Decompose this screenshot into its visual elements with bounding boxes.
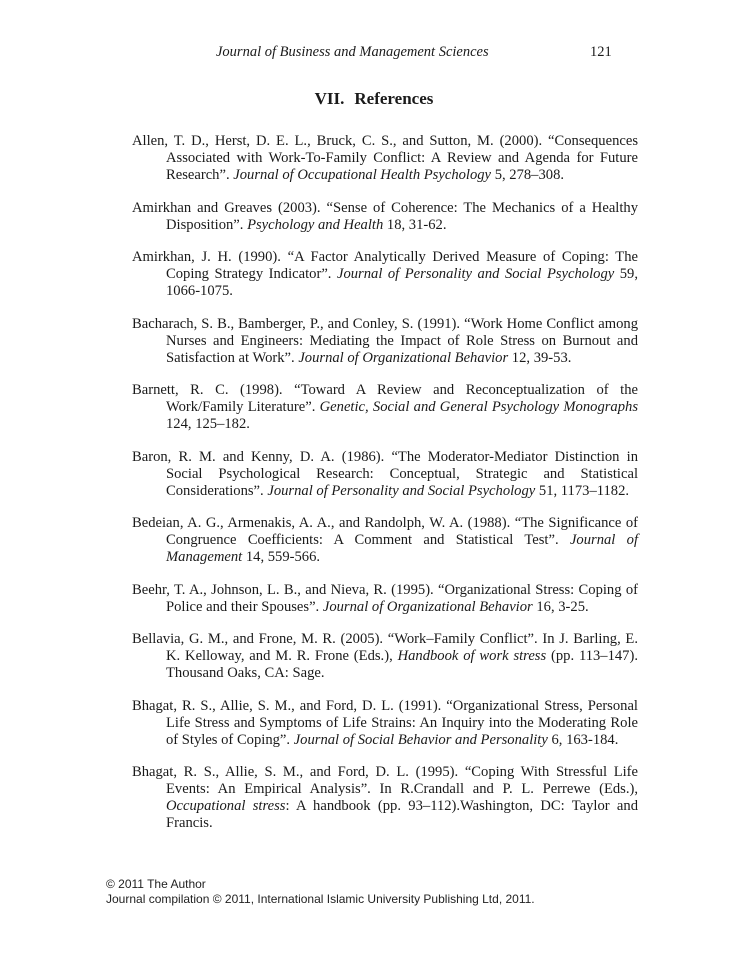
section-title: References [354,89,434,108]
reference-entry: Amirkhan and Greaves (2003). “Sense of Coherence: The Mechanics of a Healthy Disposition”. Psychology and Health 18, 31-62. [132,199,638,233]
copyright-footer [106,877,535,907]
reference-entry: Bhagat, R. S., Allie, S. M., and Ford, D. L. (1991). “Organizational Stress, Personal Life Stress and Symptoms of Life Strains: An Inquiry into the Moderating Role of Styles of Coping”. Journal of Social Behavior and Personality 6, 163-184. [132,697,638,748]
reference-source: Journal of Occupational Health Psychology [233,167,492,183]
reference-source: Journal of Personality and Social Psychology [267,482,536,499]
reference-source: Journal of Organizational Behavior [298,349,509,366]
reference-entry: Bhagat, R. S., Allie, S. M., and Ford, D. L. (1995). “Coping With Stressful Life Events: An Empirical Analysis”. In R.Crandall and P. L. Perrewe (Eds.), Occupational stress: A handbook (pp. 93–112).Washington, DC: Taylor and Francis. [132,764,638,831]
reference-list [132,133,638,848]
reference-entry: Bacharach, S. B., Bamberger, P., and Conley, S. (1991). “Work Home Conflict among Nurses and Engineers: Mediating the Impact of Role Stress on Burnout and Satisfaction at Work”. Journal of Organizational Behavior 12, 39-53. [132,315,638,366]
reference-entry: Allen, T. D., Herst, D. E. L., Bruck, C. S., and Sutton, M. (2000). “Consequences Associated with Work-To-Family Conflict: A Review and Agenda for Future Research”. Journal of Occupational Health Psychology 5, 278–308. [132,133,638,183]
reference-source: Journal of Social Behavior and Personality [293,731,548,748]
reference-entry: Barnett, R. C. (1998). “Toward A Review and Reconceptualization of the Work/Family Literature”. Genetic, Social and General Psychology Monographs 124, 125–182. [132,382,638,432]
reference-source: Occupational stress [166,798,286,814]
reference-entry: Amirkhan, J. H. (1990). “A Factor Analytically Derived Measure of Coping: The Coping Strategy Indicator”. Journal of Personality and Social Psychology 59, 1066-1075. [132,249,638,299]
journal-title: Journal of Business and Management Sciences [216,44,489,60]
reference-source: Handbook of work stress [397,648,547,664]
reference-source: Psychology and Health [247,216,384,233]
reference-source: Journal of Management [166,532,639,565]
reference-entry: Bedeian, A. G., Armenakis, A. A., and Randolph, W. A. (1988). “The Significance of Congruence Coefficients: A Comment and Statistical Test”. Journal of Management 14, 559-566. [132,515,639,565]
section-heading [0,89,748,109]
reference-source: Journal of Personality and Social Psychology [336,266,615,282]
reference-entry: Beehr, T. A., Johnson, L. B., and Nieva, R. (1995). “Organizational Stress: Coping of Police and their Spouses”. Journal of Organizational Behavior 16, 3-25. [132,581,638,615]
reference-entry: Baron, R. M. and Kenny, D. A. (1986). “The Moderator-Mediator Distinction in Social Psychological Research: Conceptual, Strategic and Statistical Considerations”. Journal of Personality and Social Psychology 51, 1173–1182. [132,448,638,499]
page-number: 121 [590,44,612,60]
section-number: VII. [314,89,345,108]
running-header [0,44,748,62]
reference-source: Journal of Organizational Behavior [322,598,533,615]
reference-entry: Bellavia, G. M., and Frone, M. R. (2005). “Work–Family Conflict”. In J. Barling, E. K. Kelloway, and M. R. Frone (Eds.), Handbook of work stress (pp. 113–147). Thousand Oaks, CA: Sage. [132,631,638,681]
copyright-author: © 2011 The Author [106,877,206,891]
reference-source: Genetic, Social and General Psychology Monographs [319,399,638,415]
copyright-compilation: Journal compilation © 2011, International Islamic University Publishing Ltd, 2011. [106,892,535,906]
